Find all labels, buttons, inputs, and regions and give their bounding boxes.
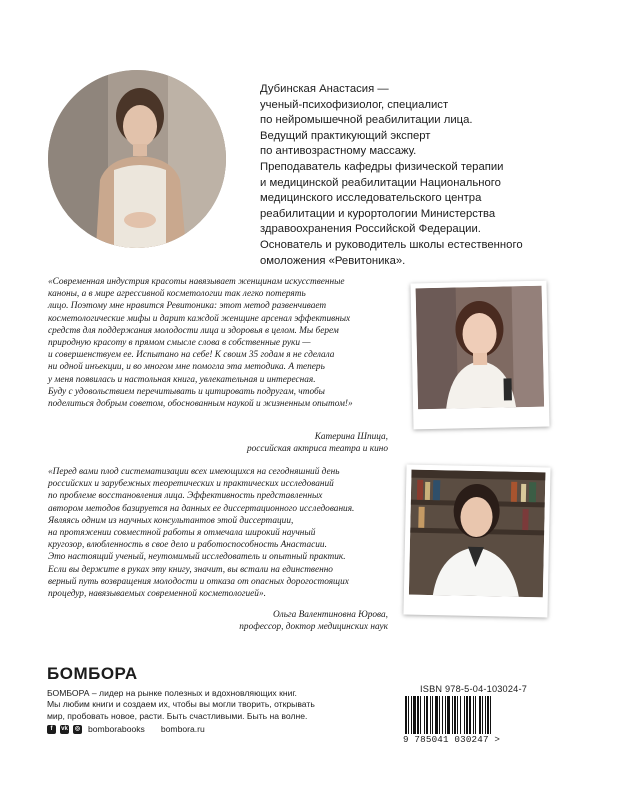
barcode-bar — [435, 696, 438, 734]
bio-line: Ведущий практикующий эксперт — [260, 129, 431, 142]
bio-line: по антивозрастному массажу. — [260, 145, 417, 158]
website-link[interactable]: bombora.ru — [160, 724, 205, 734]
barcode — [405, 696, 533, 734]
quote-line: на протяжении совместной работы я отмечала широкий научный — [48, 528, 316, 539]
social-handle[interactable]: bomborabooks — [88, 724, 145, 734]
quote-line: поделиться добрым советом, обоснованным наукой и жизненным опытом!» — [48, 399, 353, 410]
quote-line: природную красоту в прямом смысле слова в собственные руки — — [48, 338, 311, 349]
publisher-line: мир, пробовать новое, расти. Быть счастливыми. Быть на волне. — [47, 710, 308, 721]
barcode-bar — [432, 696, 433, 734]
bio-line: и медицинской реабилитации Национального — [260, 176, 501, 189]
barcode-bar — [466, 696, 468, 734]
publisher-line: Мы любим книги и создаем их, чтобы вы могли творить, открывать — [47, 699, 315, 710]
barcode-bar — [417, 696, 419, 734]
barcode-bar — [479, 696, 481, 734]
barcode-bar — [485, 696, 486, 734]
barcode-bar — [424, 696, 425, 734]
author-bio — [260, 82, 596, 269]
barcode-bar — [445, 696, 446, 734]
bio-line: ученый-психофизиолог, специалист — [260, 98, 449, 111]
quote-line: Являясь одним из научных консультантов этой диссертации, — [48, 515, 294, 526]
bio-line: реабилитации и курортологии Министерства — [260, 207, 496, 220]
quote-line: «Современная индустрия красоты навязывает женщинам искусственные — [48, 277, 345, 287]
quote-line: ни одной инъекции, и во многом мне помогла эта методика. А теперь — [48, 362, 325, 373]
barcode-bar — [475, 696, 476, 734]
quote-line: средств для поддержания молодости лица и здоровья в целом. Мы берем — [48, 325, 339, 336]
quote-line: Это настоящий ученый, неутомимый исследователь и опытный практик. — [48, 552, 346, 563]
barcode-bar — [457, 696, 458, 734]
quote-line: по проблеме восстановления лица. Эффективность представленных — [48, 491, 323, 502]
isbn-label: ISBN 978-5-04-103024-7 — [420, 684, 528, 694]
quote-line: кругозор, влюбленность в свое дело и работоспособность Анастасии. — [48, 540, 327, 551]
barcode-bar — [426, 696, 428, 734]
barcode-bar — [447, 696, 450, 734]
barcode-bar — [482, 696, 483, 734]
testimonial-quote-2 — [48, 466, 388, 600]
quote-line: и совершенствуем ее. Испытано на себе! К своим 35 годам я не сделала — [48, 350, 335, 361]
barcode-bar — [464, 696, 465, 734]
barcode-bar — [411, 696, 412, 734]
barcode-bar — [413, 696, 416, 734]
barcode-bar — [420, 696, 421, 734]
quote-line: косметологические мифы и дарит каждой женщине арсенал эффективных — [48, 313, 351, 324]
testimonial-quote-1 — [48, 276, 388, 410]
quote-line: лицо. Поэтому мне нравится Ревитоника: этот метод развенчивает — [48, 301, 327, 312]
barcode-bar — [408, 696, 409, 734]
author-portrait — [48, 70, 226, 248]
barcode-bar — [454, 696, 456, 734]
quote-2-signature — [150, 609, 388, 634]
testimonial-photo-1 — [410, 281, 549, 430]
quote-line: каноны, а в мире агрессивной косметологии так легко потерять — [48, 289, 306, 300]
quote-1-signature — [180, 431, 388, 456]
quote-author-name: Катерина Шпица, — [314, 432, 388, 442]
testimonial-photo-2 — [403, 465, 550, 618]
bio-line: здравоохранения Российской Федерации. — [260, 223, 481, 236]
quote-author-role: профессор, доктор медицинских наук — [239, 622, 388, 633]
instagram-icon[interactable]: ◎ — [74, 725, 81, 732]
vk-icon[interactable]: vk — [61, 725, 68, 732]
barcode-bar — [430, 696, 431, 734]
quote-line: Если вы держите в руках эту книгу, значит, вы встали на единственно — [48, 564, 333, 575]
quote-line: процедур, навязываемых современной косметологией». — [48, 589, 266, 600]
barcode-digits: 9 785041 030247 > — [403, 734, 501, 745]
bio-line: омоложения «Ревитоника». — [260, 254, 406, 267]
bio-line: по нейромышечной реабилитации лица. — [260, 114, 473, 127]
barcode-bar — [452, 696, 453, 734]
barcode-bar — [460, 696, 461, 734]
barcode-bar — [490, 696, 491, 734]
publisher-line: БОМБОРА – лидер на рынке полезных и вдохновляющих книг. — [47, 688, 297, 698]
social-links — [47, 724, 205, 734]
barcode-bar — [487, 696, 489, 734]
quote-author-role: российская актриса театра и кино — [246, 444, 388, 455]
bio-line: Основатель и руководитель школы естественного — [260, 238, 523, 251]
publisher-logo: БОМБОРА — [47, 664, 138, 683]
quote-line: российских и зарубежных теоретических и практических исследований — [48, 479, 334, 490]
quote-author-name: Ольга Валентиновна Юрова, — [272, 610, 388, 620]
quote-line: верный путь возвращения молодости и отказа от опасных дорогостоящих — [48, 576, 349, 587]
publisher-description — [47, 688, 315, 722]
barcode-bar — [442, 696, 443, 734]
bio-line: медицинского исследовательского центра — [260, 192, 482, 205]
facebook-icon[interactable]: f — [47, 725, 56, 734]
bio-line: Преподаватель кафедры физической терапии — [260, 160, 504, 173]
barcode-bar — [439, 696, 440, 734]
barcode-bar — [405, 696, 407, 734]
bio-line: Дубинская Анастасия — — [260, 83, 389, 95]
barcode-bar — [473, 696, 474, 734]
quote-line: Буду с удовольствием перечитывать и цитировать подругам, чтобы — [48, 386, 325, 397]
quote-line: у меня появилась и настольная книга, увлекательная и интересная. — [48, 374, 316, 385]
quote-line: автором методов базируется на данных ее диссертационного исследования. — [48, 503, 355, 514]
quote-line: «Перед вами плод систематизации всех имеющихся на сегодняшний день — [48, 467, 340, 477]
barcode-bar — [469, 696, 471, 734]
